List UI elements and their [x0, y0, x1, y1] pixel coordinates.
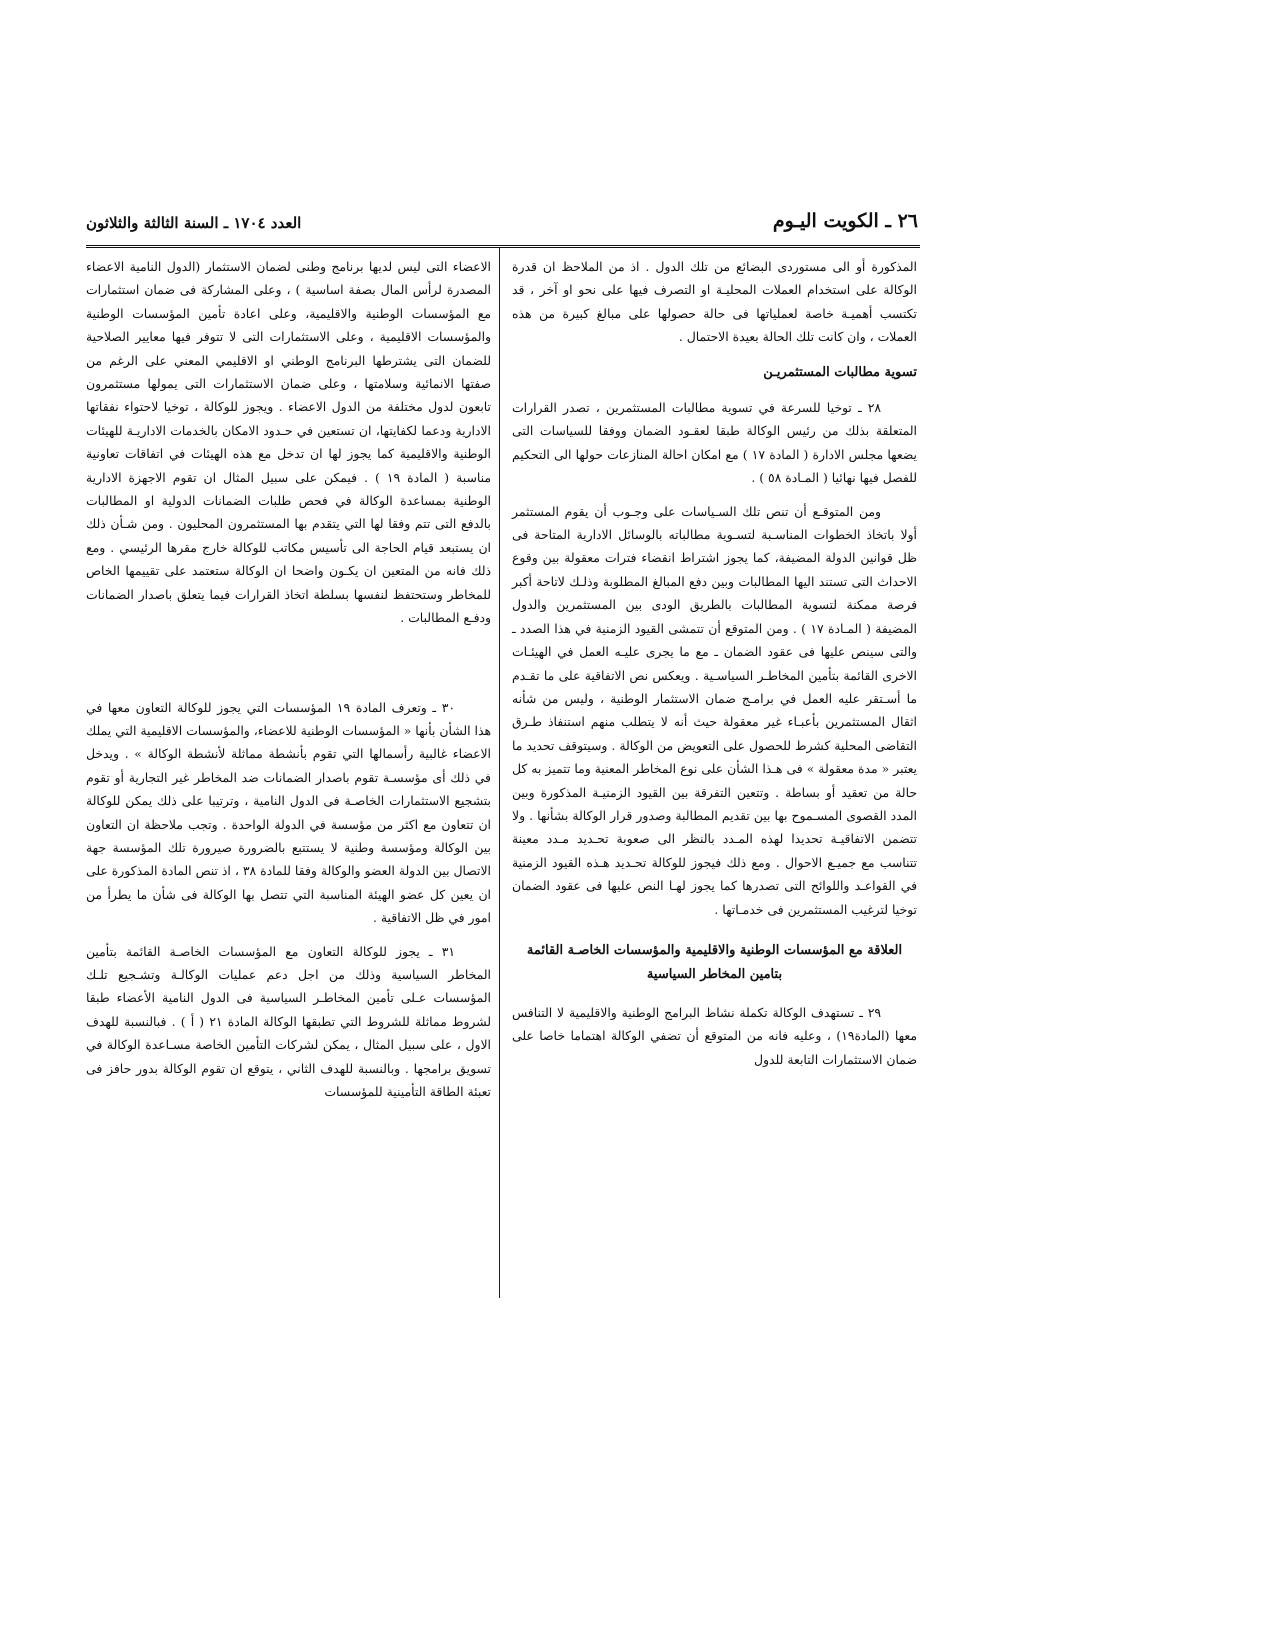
right-column	[512, 255, 917, 1071]
paragraph: ٢٩ ـ تستهدف الوكالة تكملة نشاط البرامج الوطنية والاقليمية لا التنافس معها (المادة١٩) ، وعليه فانه من المتوقع أن تضفي الوكالة اهتماما خاصا على ضمان الاستثمارات التابعة للدول	[512, 1004, 917, 1067]
paragraph: ٣١ ـ يجوز للوكالة التعاون مع المؤسسات الخاصـة القائمة بتأمين المخاطر السياسية وذلك من اجل دعم عمليات الوكالـة وتشـجيع تلـك المؤسسات عـلى تأمين المخاطـر السياسية فى الدول النامية الأعضاء طبقا لشروط مماثلة للشروط التي تطبقها الوكالة المادة ٢١ ( أ ) . فبالنسبة للهدف الاول ، على سبيل المثال ، يمكن لشركات التأمين الخاصة مسـاعدة الوكالة في تسويق برامجها . وبالنسبة للهدف الثاني ، يتوقع ان تقوم الوكالة بدور حافز فى تعبئة الطاقة التأمينية للمؤسسات	[86, 943, 491, 1099]
column-divider	[499, 248, 500, 1298]
paragraph: ومن المتوقـع أن تنص تلك السـياسات على وجـوب أن يقوم المستثمر أولا باتخاذ الخطوات المناسـبة لتسـوية مطالباته بالوسائل الادارية المتاحة فى ظل قوانين الدولة المضيفة، كما يجوز اشتراط انقضاء فترات معقولة بين وقوع الاحداث التى تستند اليها المطالبات وبين دفع المبالغ المطلوبة وذلـك لاتاحة أكبر فرصة ممكنة لتسوية المطالبات بالطريق الودى بين المستثمرين والدول المضيفة ( المـادة ١٧ ) . ومن المتوقع أن تتمشى القيود الزمنية في هذا الصدد ـ والتى سينص عليها فى عقود الضمان ـ مع ما يجرى عليـه العمل في الهيئـات الاخرى القائمة بتأمين المخاطـر السياسـية . ويعكس نص الاتفاقية على ما تقـدم ما أسـتقر عليه العمل في برامـج ضمان الاستثمار الوطنية ، وليس من شأنه اثقال المستثمرين بأعبـاء غير معقولة حيث أنه لا يتطلب منهم استنفاذ طـرق التقاضى المحلية كشرط للحصول على التعويض من الوكالة . وسيتوقف تحديد ما يعتبر « مدة معقولة » فى هـذا الشأن على نوع المخاطر المعنية وما تتميز به كل حالة من تعقيد أو بساطة . وتتعين التفرقة بين القيود الزمنيـة المذكورة وبين المدد القصوى المسـموح بها بين تقديم المطالبة وصدور قرار الوكالة بشأنها . ولا تتضمن الاتفاقيـة تحديدا لهذه المـدد بالنظر الى صعوبة تحـديد مـدد معينة تتناسب مع جميـع الاحوال . ومع ذلك فيجوز للوكالة تحـديد هـذه القيود الزمنية في القواعـد واللوائح التى تصدرها كما يجوز لهـا النص عليها فى عقود الضمان توخيا لترغيب المستثمرين فى خدمـاتها .	[512, 503, 917, 917]
header-rule	[86, 245, 920, 248]
page-header	[86, 210, 918, 244]
paragraph: المذكورة أو الى مستوردى البضائع من تلك الدول . اذ من الملاحظ ان قدرة الوكالة على استخدام العملات المحليـة او التصرف فيها على نحو او آخر ، قد تكتسب أهميـة خاصة لعملياتها فى حالة حصولها على مبالغ كبيرة من هذه العملات ، وان كانت تلك الحالة بعيدة الاحتمال .	[512, 259, 917, 345]
section-heading: تسوية مطالبات المستثمريـن	[763, 364, 917, 380]
section-heading: العلاقة مع المؤسسات الوطنية والاقليمية والمؤسسات الخاصـة القائمة بتامين المخاطر السياسية	[526, 942, 903, 982]
paragraph: الاعضاء التى ليس لديها برنامج وطنى لضمان الاستثمار (الدول النامية الاعضاء المصدرة لرأس المال بصفة اساسية ) ، وعلى المشاركة فى ضمان استثمارات مع المؤسسات الوطنية والاقليمية، وعلى اعادة تأمين المؤسسات الوطنية والمؤسسات الاقليمية ، وعلى الاستثمارات التى لا تتوفر فيها معايير الصلاحية للضمان التى يشترطها البرنامج الوطني او الاقليمي المعني على الرغم من صفتها الانمائية وسلامتها ، وعلى ضمان الاستثمارات التى يمولها مستثمرون تابعون لدول مختلفة من الدول الاعضاء . ويجوز للوكالة ، توخيا لاحتواء نفقاتها الادارية ودعما لكفايتها، ان تستعين في حـدود الامكان بالخدمات الاداريـة للهيئات الوطنية والاقليمية كما يجوز لها ان تدخل مع هذه الهيئات في اتفاقات تعاونية مناسبة ( المادة ١٩ ) . فيمكن على سبيل المثال ان تقوم الاجهزة الادارية الوطنية بمساعدة الوكالة في فحص طلبات الضمانات الدولية او المطالبات بالدفع التى تتم وفقا لها التي يتقدم بها المستثمرون المحليون . ومن شـأن ذلك ان يستبعد قيام الحاجة الى تأسيس مكاتب للوكالة خارج مقرها الرئيسي . ومع ذلك فانه من المتعين ان يكـون واضحا ان الوكالة ستعتمد على تقييمها الخاص للمخاطر وستحتفظ لنفسها بسلطة اتخاذ القرارات فيما يتعلق باصدار الضمانات ودفـع المطالبات .	[86, 259, 492, 626]
issue-info: العدد ١٧٠٤ ـ السنة الثالثة والثلاثون	[86, 214, 302, 232]
page-number-and-title: ٢٦ ـ الكويت اليـوم	[772, 210, 918, 232]
paragraph: ٣٠ ـ وتعرف المادة ١٩ المؤسسات التي يجوز للوكالة التعاون معها في هذا الشأن بأنها « المؤسسات الوطنية للاعضاء، والمؤسسات الاقليمية التي يملك الاعضاء غالبية رأسمالها التي تقوم بأنشطة مماثلة لأنشطة الوكالة » . ويدخل في ذلك أى مؤسسـة تقوم باصدار الضمانات ضد المخاطر غير التجارية أو تقوم بتشجيع الاستثمارات الخاصـة فى الدول النامية ، وترتيبا على ذلك يمكن للوكالة ان تتعاون مع اكثر من مؤسسة في الدولة الواحدة . وتجب ملاحظة ان التعاون بين الوكالة ومؤسسة وطنية لا يستتبع بالضرورة صيرورة تلك المؤسسة جهة الاتصال بين الدولة العضو والوكالة وفقا للمادة ٣٨ ، اذ تنص المادة المذكورة على ان يعين كل عضو الهيئة المناسبة التي تتصل بها الوكالة فى شأن ما يطرأ من امور في ظل الاتفاقية .	[86, 699, 491, 926]
paragraph: ٢٨ ـ توخيا للسرعة في تسوية مطالبات المستثمرين ، تصدر القرارات المتعلقة بذلك من رئيس الوكالة طبقا لعقـود الضمان ووفقا للسياسات التى يضعها مجلس الادارة ( المادة ١٧ ) مع امكان احالة المنازعات حولها الى التحكيم للفصل فيها نهائيا ( المـادة ٥٨ ) .	[512, 400, 917, 486]
left-column	[86, 255, 491, 1103]
